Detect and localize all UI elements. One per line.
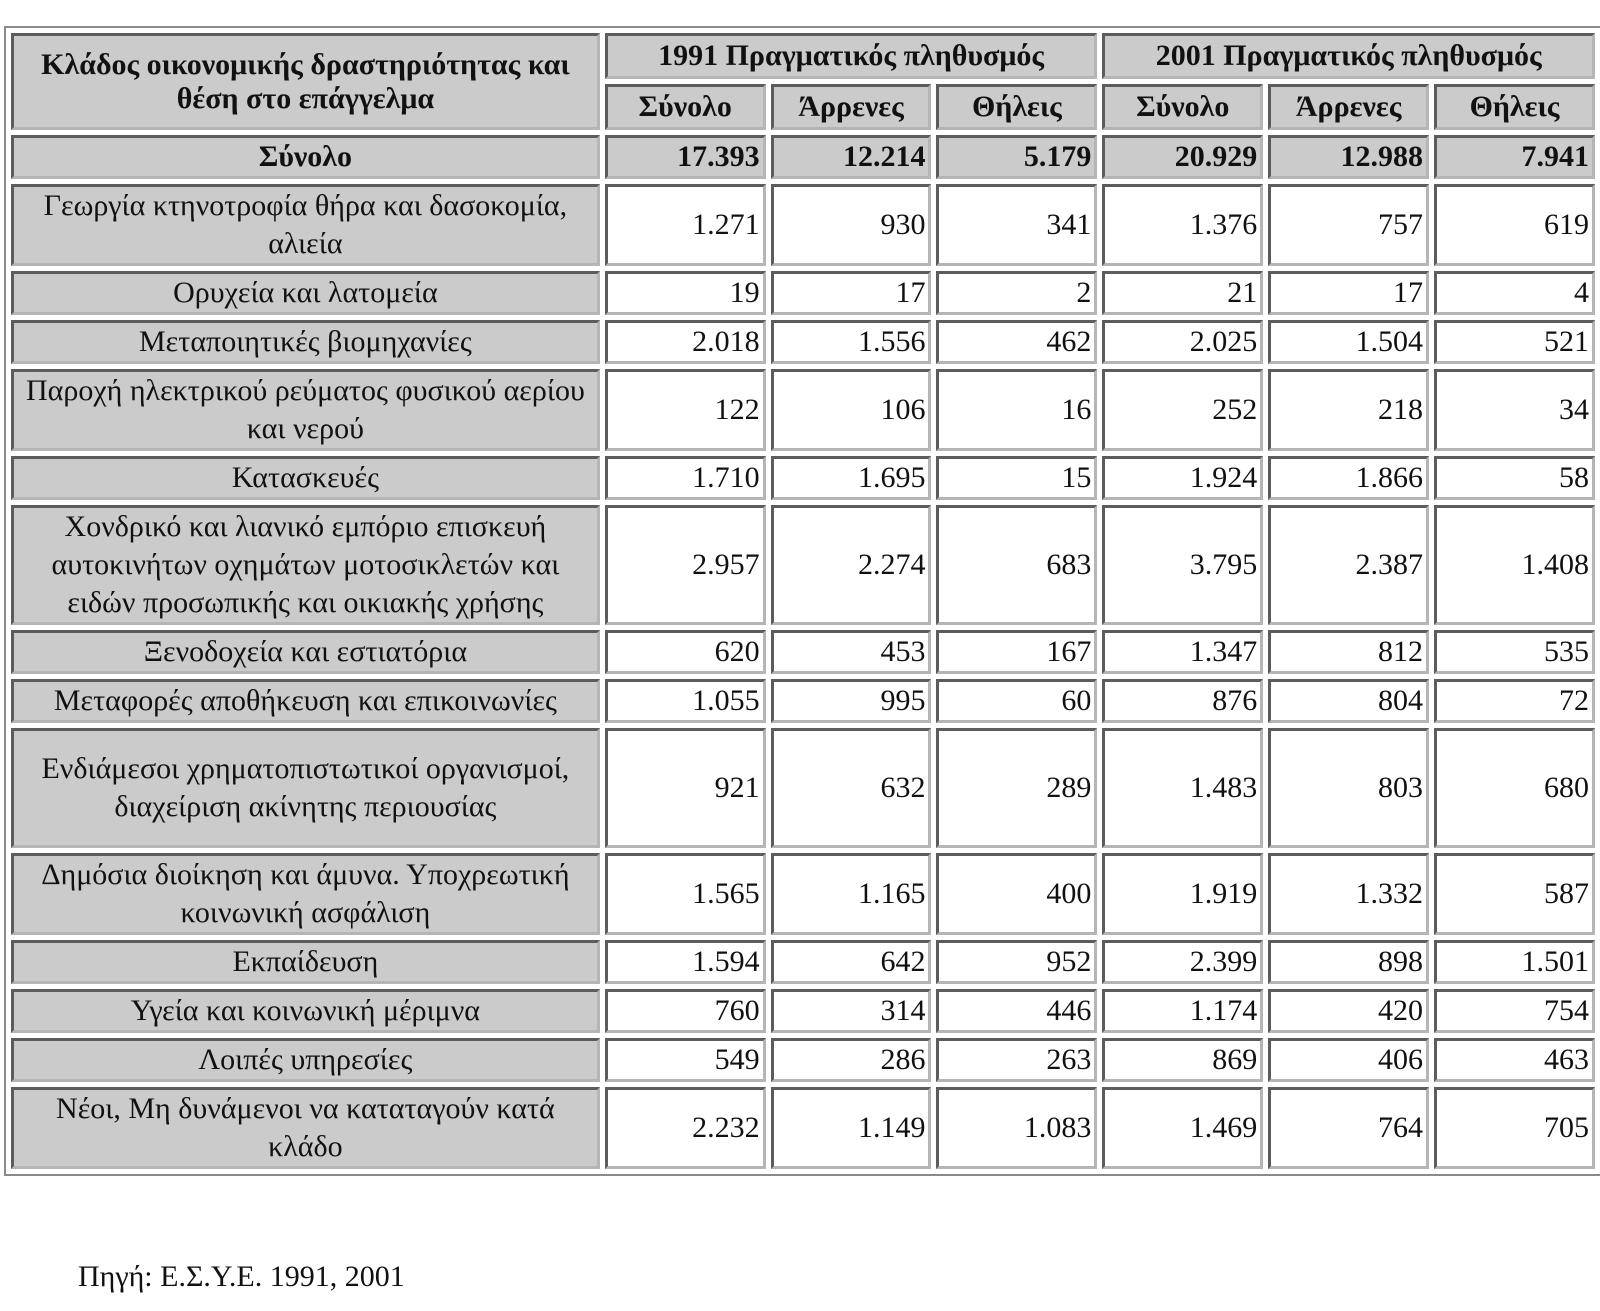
value-1991-female: 341	[936, 184, 1097, 266]
value-1991-male: 1.695	[771, 456, 932, 500]
sector-label: Υγεία και κοινωνική μέριμνα	[11, 989, 600, 1033]
sector-label: Χονδρικό και λιανικό εμπόριο επισκευή αυτοκινήτων οχημάτων μοτοσικλετών και ειδών προσωπικής και οικιακής χρήσης	[11, 505, 600, 625]
value-1991-female: 2	[936, 271, 1097, 315]
value-1991-female: 263	[936, 1038, 1097, 1082]
value-2001-female: 754	[1434, 989, 1595, 1033]
source-note: Πηγή: Ε.Σ.Υ.Ε. 1991, 2001	[78, 1260, 405, 1293]
subheader-1991-male: Άρρενες	[771, 84, 932, 130]
value-1991-male: 642	[771, 940, 932, 984]
sector-label: Παροχή ηλεκτρικού ρεύματος φυσικού αερίου και νερού	[11, 369, 600, 451]
value-1991-male: 632	[771, 728, 932, 848]
value-2001-total: 1.919	[1102, 853, 1263, 935]
total-2001-female: 7.941	[1434, 135, 1595, 179]
value-1991-male: 17	[771, 271, 932, 315]
value-1991-female: 462	[936, 320, 1097, 364]
value-2001-female: 521	[1434, 320, 1595, 364]
table-body	[11, 135, 1595, 1169]
value-1991-total: 1.565	[605, 853, 766, 935]
value-2001-male: 1.866	[1268, 456, 1429, 500]
value-1991-female: 16	[936, 369, 1097, 451]
value-1991-female: 60	[936, 679, 1097, 723]
value-2001-total: 2.399	[1102, 940, 1263, 984]
sector-label: Ξενοδοχεία και εστιατόρια	[11, 630, 600, 674]
value-2001-female: 1.501	[1434, 940, 1595, 984]
value-1991-female: 289	[936, 728, 1097, 848]
sector-label: Μεταποιητικές βιομηχανίες	[11, 320, 600, 364]
table-row	[11, 989, 1595, 1033]
value-1991-total: 1.594	[605, 940, 766, 984]
sector-column-header: Κλάδος οικονομικής δραστηριότητας και θέση στο επάγγελμα	[11, 33, 600, 130]
table-row	[11, 1087, 1595, 1169]
table-row	[11, 369, 1595, 451]
value-1991-male: 453	[771, 630, 932, 674]
sector-label: Νέοι, Μη δυνάμενοι να καταταγούν κατά κλάδο	[11, 1087, 600, 1169]
value-2001-female: 680	[1434, 728, 1595, 848]
value-2001-male: 804	[1268, 679, 1429, 723]
value-1991-male: 286	[771, 1038, 932, 1082]
value-2001-female: 72	[1434, 679, 1595, 723]
value-2001-female: 58	[1434, 456, 1595, 500]
value-1991-female: 167	[936, 630, 1097, 674]
value-1991-total: 1.710	[605, 456, 766, 500]
value-1991-male: 1.556	[771, 320, 932, 364]
population-table-container	[4, 26, 1600, 1176]
sector-label: Εκπαίδευση	[11, 940, 600, 984]
table-row	[11, 184, 1595, 266]
table-row	[11, 679, 1595, 723]
value-2001-total: 1.483	[1102, 728, 1263, 848]
value-1991-female: 952	[936, 940, 1097, 984]
value-1991-total: 1.271	[605, 184, 766, 266]
value-1991-total: 2.018	[605, 320, 766, 364]
value-2001-female: 1.408	[1434, 505, 1595, 625]
table-row	[11, 505, 1595, 625]
value-2001-total: 252	[1102, 369, 1263, 451]
value-1991-female: 15	[936, 456, 1097, 500]
value-2001-male: 764	[1268, 1087, 1429, 1169]
value-1991-total: 921	[605, 728, 766, 848]
value-1991-male: 106	[771, 369, 932, 451]
value-1991-total: 760	[605, 989, 766, 1033]
value-1991-total: 2.232	[605, 1087, 766, 1169]
value-1991-total: 122	[605, 369, 766, 451]
total-row	[11, 135, 1595, 179]
table-row	[11, 940, 1595, 984]
value-1991-female: 1.083	[936, 1087, 1097, 1169]
total-1991-total: 17.393	[605, 135, 766, 179]
value-1991-female: 683	[936, 505, 1097, 625]
value-2001-female: 34	[1434, 369, 1595, 451]
value-2001-female: 619	[1434, 184, 1595, 266]
subheader-1991-total: Σύνολο	[605, 84, 766, 130]
header-row-groups	[11, 33, 1595, 79]
value-2001-total: 1.469	[1102, 1087, 1263, 1169]
total-2001-total: 20.929	[1102, 135, 1263, 179]
value-2001-female: 463	[1434, 1038, 1595, 1082]
value-2001-male: 17	[1268, 271, 1429, 315]
value-2001-male: 898	[1268, 940, 1429, 984]
value-1991-total: 620	[605, 630, 766, 674]
value-2001-male: 1.332	[1268, 853, 1429, 935]
value-2001-total: 1.347	[1102, 630, 1263, 674]
table-row	[11, 853, 1595, 935]
value-2001-male: 812	[1268, 630, 1429, 674]
total-row-label: Σύνολο	[11, 135, 600, 179]
value-2001-female: 587	[1434, 853, 1595, 935]
value-2001-total: 1.924	[1102, 456, 1263, 500]
sector-label: Ενδιάμεσοι χρηματοπιστωτικοί οργανισμοί, διαχείριση ακίνητης περιουσίας	[11, 728, 600, 848]
table-row	[11, 1038, 1595, 1082]
value-1991-female: 400	[936, 853, 1097, 935]
value-2001-male: 218	[1268, 369, 1429, 451]
population-by-sector-table	[6, 28, 1600, 1174]
value-2001-female: 4	[1434, 271, 1595, 315]
value-2001-total: 2.025	[1102, 320, 1263, 364]
value-2001-female: 535	[1434, 630, 1595, 674]
value-2001-total: 3.795	[1102, 505, 1263, 625]
value-1991-total: 2.957	[605, 505, 766, 625]
sector-label: Μεταφορές αποθήκευση και επικοινωνίες	[11, 679, 600, 723]
value-1991-total: 19	[605, 271, 766, 315]
value-2001-total: 869	[1102, 1038, 1263, 1082]
sector-label: Ορυχεία και λατομεία	[11, 271, 600, 315]
total-1991-female: 5.179	[936, 135, 1097, 179]
table-row	[11, 630, 1595, 674]
total-2001-male: 12.988	[1268, 135, 1429, 179]
value-2001-total: 1.376	[1102, 184, 1263, 266]
value-1991-male: 930	[771, 184, 932, 266]
value-2001-male: 420	[1268, 989, 1429, 1033]
value-2001-male: 2.387	[1268, 505, 1429, 625]
value-2001-total: 21	[1102, 271, 1263, 315]
value-1991-female: 446	[936, 989, 1097, 1033]
value-2001-total: 1.174	[1102, 989, 1263, 1033]
subheader-2001-male: Άρρενες	[1268, 84, 1429, 130]
value-1991-total: 549	[605, 1038, 766, 1082]
table-row	[11, 320, 1595, 364]
table-row	[11, 728, 1595, 848]
sector-label: Δημόσια διοίκηση και άμυνα. Υποχρεωτική κοινωνική ασφάλιση	[11, 853, 600, 935]
table-row	[11, 271, 1595, 315]
group-header-2001: 2001 Πραγματικός πληθυσμός	[1102, 33, 1595, 79]
value-1991-total: 1.055	[605, 679, 766, 723]
subheader-2001-female: Θήλεις	[1434, 84, 1595, 130]
subheader-1991-female: Θήλεις	[936, 84, 1097, 130]
value-2001-male: 803	[1268, 728, 1429, 848]
value-2001-male: 406	[1268, 1038, 1429, 1082]
group-header-1991: 1991 Πραγματικός πληθυσμός	[605, 33, 1098, 79]
value-1991-male: 1.165	[771, 853, 932, 935]
sector-label: Λοιπές υπηρεσίες	[11, 1038, 600, 1082]
value-1991-male: 1.149	[771, 1087, 932, 1169]
value-2001-total: 876	[1102, 679, 1263, 723]
value-2001-female: 705	[1434, 1087, 1595, 1169]
table-row	[11, 456, 1595, 500]
total-1991-male: 12.214	[771, 135, 932, 179]
value-1991-male: 995	[771, 679, 932, 723]
sector-label: Κατασκευές	[11, 456, 600, 500]
value-2001-male: 757	[1268, 184, 1429, 266]
value-2001-male: 1.504	[1268, 320, 1429, 364]
value-1991-male: 2.274	[771, 505, 932, 625]
subheader-2001-total: Σύνολο	[1102, 84, 1263, 130]
sector-label: Γεωργία κτηνοτροφία θήρα και δασοκομία, αλιεία	[11, 184, 600, 266]
value-1991-male: 314	[771, 989, 932, 1033]
